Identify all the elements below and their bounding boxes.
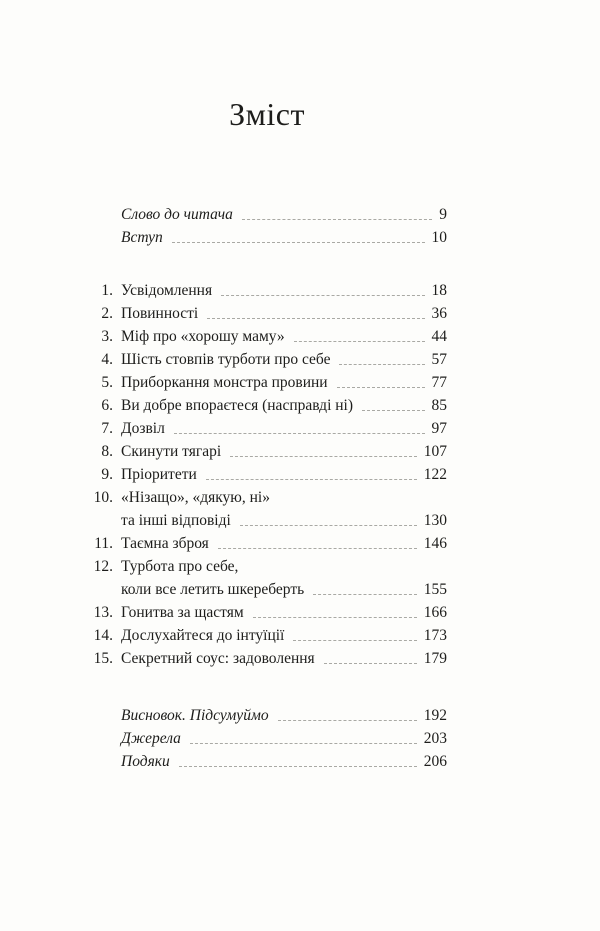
entry-number xyxy=(87,226,113,249)
toc-entry xyxy=(87,601,447,624)
dot-leader xyxy=(172,242,425,243)
toc-entry xyxy=(87,727,447,750)
entry-number: 12. xyxy=(93,558,113,575)
entry-title: Усвідомлення xyxy=(121,282,213,299)
entry-content xyxy=(121,302,447,325)
entry-title: Приборкання монстра провини xyxy=(121,374,328,391)
entry-title: Скинути тягарі xyxy=(121,443,222,460)
entry-page-number: 57 xyxy=(431,351,447,368)
entry-content xyxy=(121,532,447,555)
entry-last-line xyxy=(121,624,447,647)
entry-page-number: 130 xyxy=(423,512,447,529)
table-of-contents xyxy=(87,96,447,773)
toc-entry xyxy=(87,532,447,555)
toc-entry xyxy=(87,203,447,226)
entry-number: 7. xyxy=(101,420,113,437)
dot-leader xyxy=(207,318,424,319)
entry-last-line xyxy=(121,417,447,440)
entry-page-number: 77 xyxy=(431,374,447,391)
entry-number: 13. xyxy=(93,604,113,621)
entry-last-line xyxy=(121,601,447,624)
toc-entry xyxy=(87,302,447,325)
dot-leader xyxy=(230,456,417,457)
entry-content xyxy=(121,440,447,463)
dot-leader xyxy=(278,720,417,721)
toc-entry xyxy=(87,463,447,486)
entry-title: Подяки xyxy=(121,753,170,770)
entry-page-number: 44 xyxy=(431,328,447,345)
entry-last-line xyxy=(121,727,447,750)
dot-leader xyxy=(174,433,425,434)
entry-page-number: 85 xyxy=(431,397,447,414)
toc-entry xyxy=(87,555,447,601)
entry-content xyxy=(121,371,447,394)
entry-title: Таємна зброя xyxy=(121,535,209,552)
dot-leader xyxy=(337,387,425,388)
toc-entry xyxy=(87,647,447,670)
entry-page-number: 179 xyxy=(423,650,447,667)
entry-number: 1. xyxy=(101,282,113,299)
entry-content xyxy=(121,226,447,249)
entry-content xyxy=(121,750,447,773)
entry-title: Дослухайтеся до інтуїції xyxy=(121,627,285,644)
toc-entry xyxy=(87,325,447,348)
entry-title: Слово до читача xyxy=(121,206,233,223)
entry-content xyxy=(121,486,447,532)
entry-last-line xyxy=(121,394,447,417)
entry-last-line xyxy=(121,226,447,249)
entry-last-line xyxy=(121,463,447,486)
page-title: Зміст xyxy=(229,96,305,132)
entry-page-number: 155 xyxy=(423,581,447,598)
entry-page-number: 107 xyxy=(423,443,447,460)
entry-number: 11. xyxy=(94,535,113,552)
entry-page-number: 36 xyxy=(431,305,447,322)
entry-title-line: Турбота про себе, xyxy=(121,558,239,575)
dot-leader xyxy=(179,766,417,767)
entry-last-line xyxy=(121,440,447,463)
entry-title: коли все летить шкереберть xyxy=(121,581,305,598)
toc-entry xyxy=(87,417,447,440)
entry-page-number: 122 xyxy=(423,466,447,483)
entry-title: Повинності xyxy=(121,305,199,322)
entry-title: Висновок. Підсумуймо xyxy=(121,707,269,724)
dot-leader xyxy=(242,219,432,220)
back-matter-list xyxy=(87,704,447,773)
entry-last-line xyxy=(121,750,447,773)
entry-last-line xyxy=(121,348,447,371)
entry-content xyxy=(121,348,447,371)
entry-last-line xyxy=(121,302,447,325)
entry-page-number: 192 xyxy=(423,707,447,724)
entry-title: Секретний соус: задоволення xyxy=(121,650,315,667)
entry-title: Міф про «хорошу маму» xyxy=(121,328,285,345)
entry-number: 5. xyxy=(101,374,113,391)
entry-number: 6. xyxy=(101,397,113,414)
entry-page-number: 206 xyxy=(423,753,447,770)
dot-leader xyxy=(293,640,416,641)
toc-entry xyxy=(87,279,447,302)
entry-title: Джерела xyxy=(121,730,181,747)
dot-leader xyxy=(206,479,417,480)
entry-last-line xyxy=(121,279,447,302)
entry-last-line xyxy=(121,371,447,394)
entry-content xyxy=(121,624,447,647)
entry-content xyxy=(121,325,447,348)
entry-number: 3. xyxy=(101,328,113,345)
entry-title: та інші відповіді xyxy=(121,512,231,529)
entry-number: 8. xyxy=(101,443,113,460)
entry-content xyxy=(121,279,447,302)
entry-number: 14. xyxy=(93,627,113,644)
dot-leader xyxy=(253,617,417,618)
dot-leader xyxy=(294,341,425,342)
toc-entry xyxy=(87,624,447,647)
entry-number: 2. xyxy=(101,305,113,322)
dot-leader xyxy=(240,525,417,526)
entry-content xyxy=(121,417,447,440)
dot-leader xyxy=(218,548,417,549)
toc-entry xyxy=(87,486,447,532)
entry-last-line xyxy=(121,578,447,601)
entry-title-line: «Нізащо», «дякую, ні» xyxy=(121,489,270,506)
entry-number: 15. xyxy=(93,650,113,667)
toc-entry xyxy=(87,704,447,727)
entry-number xyxy=(87,203,113,226)
entry-page-number: 10 xyxy=(431,229,447,246)
entry-last-line xyxy=(121,325,447,348)
entry-page-number: 203 xyxy=(423,730,447,747)
toc-entry xyxy=(87,348,447,371)
toc-entry xyxy=(87,226,447,249)
entry-number xyxy=(87,704,113,727)
dot-leader xyxy=(221,295,424,296)
entry-content xyxy=(121,394,447,417)
toc-entry xyxy=(87,440,447,463)
toc-entry xyxy=(87,394,447,417)
entry-content xyxy=(121,601,447,624)
entry-last-line xyxy=(121,647,447,670)
entry-last-line xyxy=(121,704,447,727)
entry-last-line xyxy=(121,532,447,555)
entry-title: Ви добре впораєтеся (насправді ні) xyxy=(121,397,354,414)
entry-title: Вступ xyxy=(121,229,163,246)
entry-content xyxy=(121,203,447,226)
entry-page-number: 9 xyxy=(439,206,447,223)
dot-leader xyxy=(324,663,417,664)
entry-page-number: 18 xyxy=(431,282,447,299)
toc-entry xyxy=(87,371,447,394)
entry-content xyxy=(121,727,447,750)
front-matter-list xyxy=(87,203,447,249)
entry-page-number: 166 xyxy=(423,604,447,621)
entry-last-line xyxy=(121,203,447,226)
entry-number: 4. xyxy=(101,351,113,368)
dot-leader xyxy=(339,364,424,365)
entry-title: Пріоритети xyxy=(121,466,197,483)
entry-number xyxy=(87,727,113,750)
entry-last-line xyxy=(121,509,447,532)
entry-content xyxy=(121,463,447,486)
entry-number: 9. xyxy=(101,466,113,483)
entry-title: Дозвіл xyxy=(121,420,165,437)
chapter-list xyxy=(87,279,447,670)
entry-page-number: 97 xyxy=(431,420,447,437)
entry-number: 10. xyxy=(93,489,113,506)
dot-leader xyxy=(313,594,417,595)
entry-title: Шість стовпів турботи про себе xyxy=(121,351,331,368)
entry-page-number: 173 xyxy=(423,627,447,644)
entry-content xyxy=(121,647,447,670)
entry-content xyxy=(121,555,447,601)
toc-entry xyxy=(87,750,447,773)
dot-leader xyxy=(362,410,424,411)
entry-title: Гонитва за щастям xyxy=(121,604,244,621)
entry-content xyxy=(121,704,447,727)
entry-page-number: 146 xyxy=(423,535,447,552)
entry-number xyxy=(87,750,113,773)
dot-leader xyxy=(190,743,417,744)
